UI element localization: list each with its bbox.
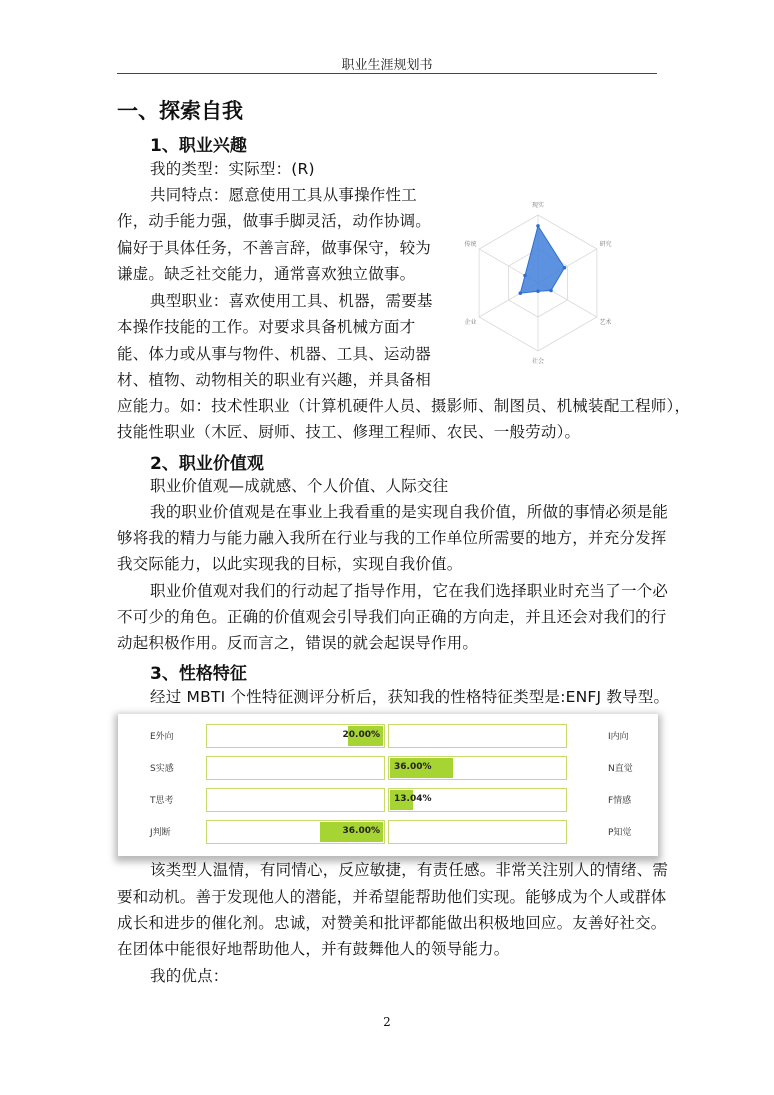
values-p2-line-3: 动起积极作用。反而言之，错误的就会起误导作用。 [117, 634, 479, 652]
mbti-label-p: P知觉 [608, 828, 632, 838]
values-intro: 职业价值观—成就感、个人价值、人际交往 [150, 477, 449, 495]
mbti-label-j: J判断 [150, 828, 171, 838]
job-line-1: 典型职业：喜欢使用工具、机器，需要基 [150, 292, 433, 310]
radar-data-point [549, 289, 553, 293]
section-title: 一、探索自我 [117, 99, 243, 123]
mbti-box-f [388, 788, 567, 812]
mbti-label-f: F情感 [608, 796, 632, 806]
mbti-row-sn [118, 756, 658, 780]
mbti-box-s [206, 756, 385, 780]
mbti-box-e [206, 724, 385, 748]
mbti-result-panel [118, 714, 658, 856]
values-p2-line-2: 不可少的角色。正确的价值观会引导我们向正确的方向走，并且还会对我们的行 [117, 608, 667, 626]
radar-data-point [563, 266, 567, 270]
mbti-row-ei [118, 724, 658, 748]
job-line-5: 应能力。如：技术性职业（计算机硬件人员、摄影师、制图员、机械装配工程师）， [117, 397, 691, 415]
job-line-2: 本操作技能的工作。对要求具备机械方面才 [117, 318, 416, 336]
mbti-box-t [206, 788, 385, 812]
interest-heading: 1、职业兴趣 [150, 136, 247, 156]
mbti-label-s: S实感 [150, 764, 174, 774]
mbti-box-i [388, 724, 567, 748]
values-p1-line-3: 我交际能力，以此实现我的目标，实现自我价值。 [117, 555, 463, 573]
mbti-box-p [388, 820, 567, 844]
radar-axis-label: 社会 [531, 358, 545, 365]
header-rule [117, 73, 657, 74]
values-p1-line-2: 够将我的精力与能力融入我所在行业与我的工作单位所需要的地方，并充分发挥 [117, 529, 667, 547]
job-line-3: 能、体力或从事与物件、机器、工具、运动器 [117, 345, 432, 363]
mbti-label-t: T思考 [150, 796, 174, 806]
mbti-label-n: N直觉 [608, 764, 633, 774]
mbti-percent: 36.00% [342, 826, 380, 836]
mbti-box-n [388, 756, 567, 780]
desc-line-2: 要和动机。善于发现他人的潜能，并希望能帮助他们实现。能够成为个人或群体 [117, 888, 667, 906]
radar-axis-label: 研究 [599, 241, 612, 248]
mbti-row-jp [118, 820, 658, 844]
values-heading: 2、职业价值观 [150, 454, 264, 474]
personality-heading: 3、性格特征 [150, 664, 247, 684]
common-line-4: 谦虚。缺乏社交能力，通常喜欢独立做事。 [117, 265, 416, 283]
holland-radar-chart [446, 196, 644, 370]
job-line-6: 技能性职业（木匠、厨师、技工、修理工程师、农民、一般劳动）。 [117, 423, 581, 441]
radar-axis-label: 艺术 [599, 319, 612, 326]
mbti-label-i: I内向 [608, 732, 629, 742]
common-line-3: 偏好于具体任务，不善言辞，做事保守，较为 [117, 239, 432, 257]
radar-axis-label: 现实 [531, 202, 545, 209]
values-p1-line-1: 我的职业价值观是在事业上我看重的是实现自我价值，所做的事情必须是能 [150, 503, 669, 521]
values-p2-line-1: 职业价值观对我们的行动起了指导作用，它在我们选择职业时充当了一个必 [150, 582, 669, 600]
common-line-1: 共同特点：愿意使用工具从事操作性工 [150, 186, 417, 204]
mbti-row-tf [118, 788, 658, 812]
radar-data-area [520, 226, 564, 293]
radar-data-point [519, 291, 523, 295]
job-line-4: 材、植物、动物相关的职业有兴趣，并具备相 [117, 371, 432, 389]
radar-axis-label: 企业 [464, 319, 477, 326]
personality-intro: 经过 MBTI 个性特征测评分析后，获知我的性格特征类型是:ENFJ 教导型。 [150, 688, 670, 706]
desc-line-4: 在团体中能很好地帮助他人，并有鼓舞他人的领导能力。 [117, 940, 510, 958]
running-header: 职业生涯规划书 [341, 58, 433, 73]
radar-axis-label: 传统 [464, 241, 477, 248]
radar-data-point [523, 274, 527, 278]
page-number: 2 [383, 1015, 391, 1029]
advantages-label: 我的优点： [150, 967, 229, 985]
common-line-2: 作，动手能力强，做事手脚灵活，动作协调。 [117, 212, 432, 230]
radar-data-point [536, 224, 540, 228]
interest-type-line: 我的类型：实际型：(R) [150, 160, 315, 178]
mbti-label-e: E外向 [150, 732, 174, 742]
desc-line-3: 成长和进步的催化剂。忠诚，对赞美和批评都能做出积极地回应。友善好社交。 [117, 914, 667, 932]
mbti-percent: 36.00% [394, 762, 432, 772]
mbti-percent: 13.04% [394, 794, 432, 804]
radar-data-point [536, 289, 540, 293]
desc-line-1: 该类型人温情，有同情心，反应敏捷，有责任感。非常关注别人的情绪、需 [150, 861, 669, 879]
mbti-percent: 20.00% [342, 730, 380, 740]
mbti-box-j [206, 820, 385, 844]
